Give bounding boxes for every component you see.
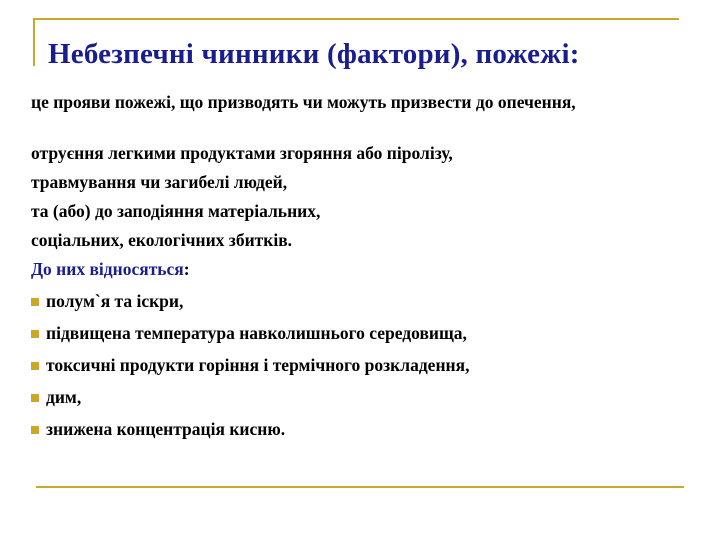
list-intro-colon: : <box>183 259 190 279</box>
slide-title: Небезпечні чинники (фактори), пожежі: <box>48 38 580 70</box>
body-paragraph: та (або) до заподіяння матеріальних, <box>31 201 321 221</box>
bottom-divider <box>36 486 684 488</box>
bullet-item <box>31 291 691 312</box>
bullet-item <box>31 355 691 376</box>
square-bullet-icon <box>31 426 39 434</box>
body-paragraph: травмування чи загибелі людей, <box>31 172 288 192</box>
bullet-text: полум`я та іскри, <box>46 291 184 311</box>
top-divider <box>33 18 679 20</box>
bullet-text: токсичні продукти горіння і термічного розкладення, <box>46 355 470 375</box>
title-accent-bar <box>33 18 35 66</box>
square-bullet-icon <box>31 362 39 370</box>
body-paragraph: соціальних, екологічних збитків. <box>31 230 293 250</box>
bullet-item <box>31 323 691 344</box>
square-bullet-icon <box>31 330 39 338</box>
square-bullet-icon <box>31 298 39 306</box>
bullet-item <box>31 419 691 440</box>
body-paragraph: отруєння легкими продуктами згоряння або піролізу, <box>31 143 453 163</box>
square-bullet-icon <box>31 394 39 402</box>
list-intro-lead: До них відносяться <box>31 259 184 279</box>
list-intro <box>31 259 691 280</box>
bullet-item <box>31 387 691 408</box>
body-paragraph: це прояви пожежі, що призводять чи можуть призвести до опечення, <box>31 92 576 112</box>
bullet-text: підвищена температура навколишнього середовища, <box>46 323 467 343</box>
slide-body <box>31 92 691 451</box>
bullet-text: знижена концентрація кисню. <box>46 419 286 439</box>
bullet-text: дим, <box>46 387 82 407</box>
